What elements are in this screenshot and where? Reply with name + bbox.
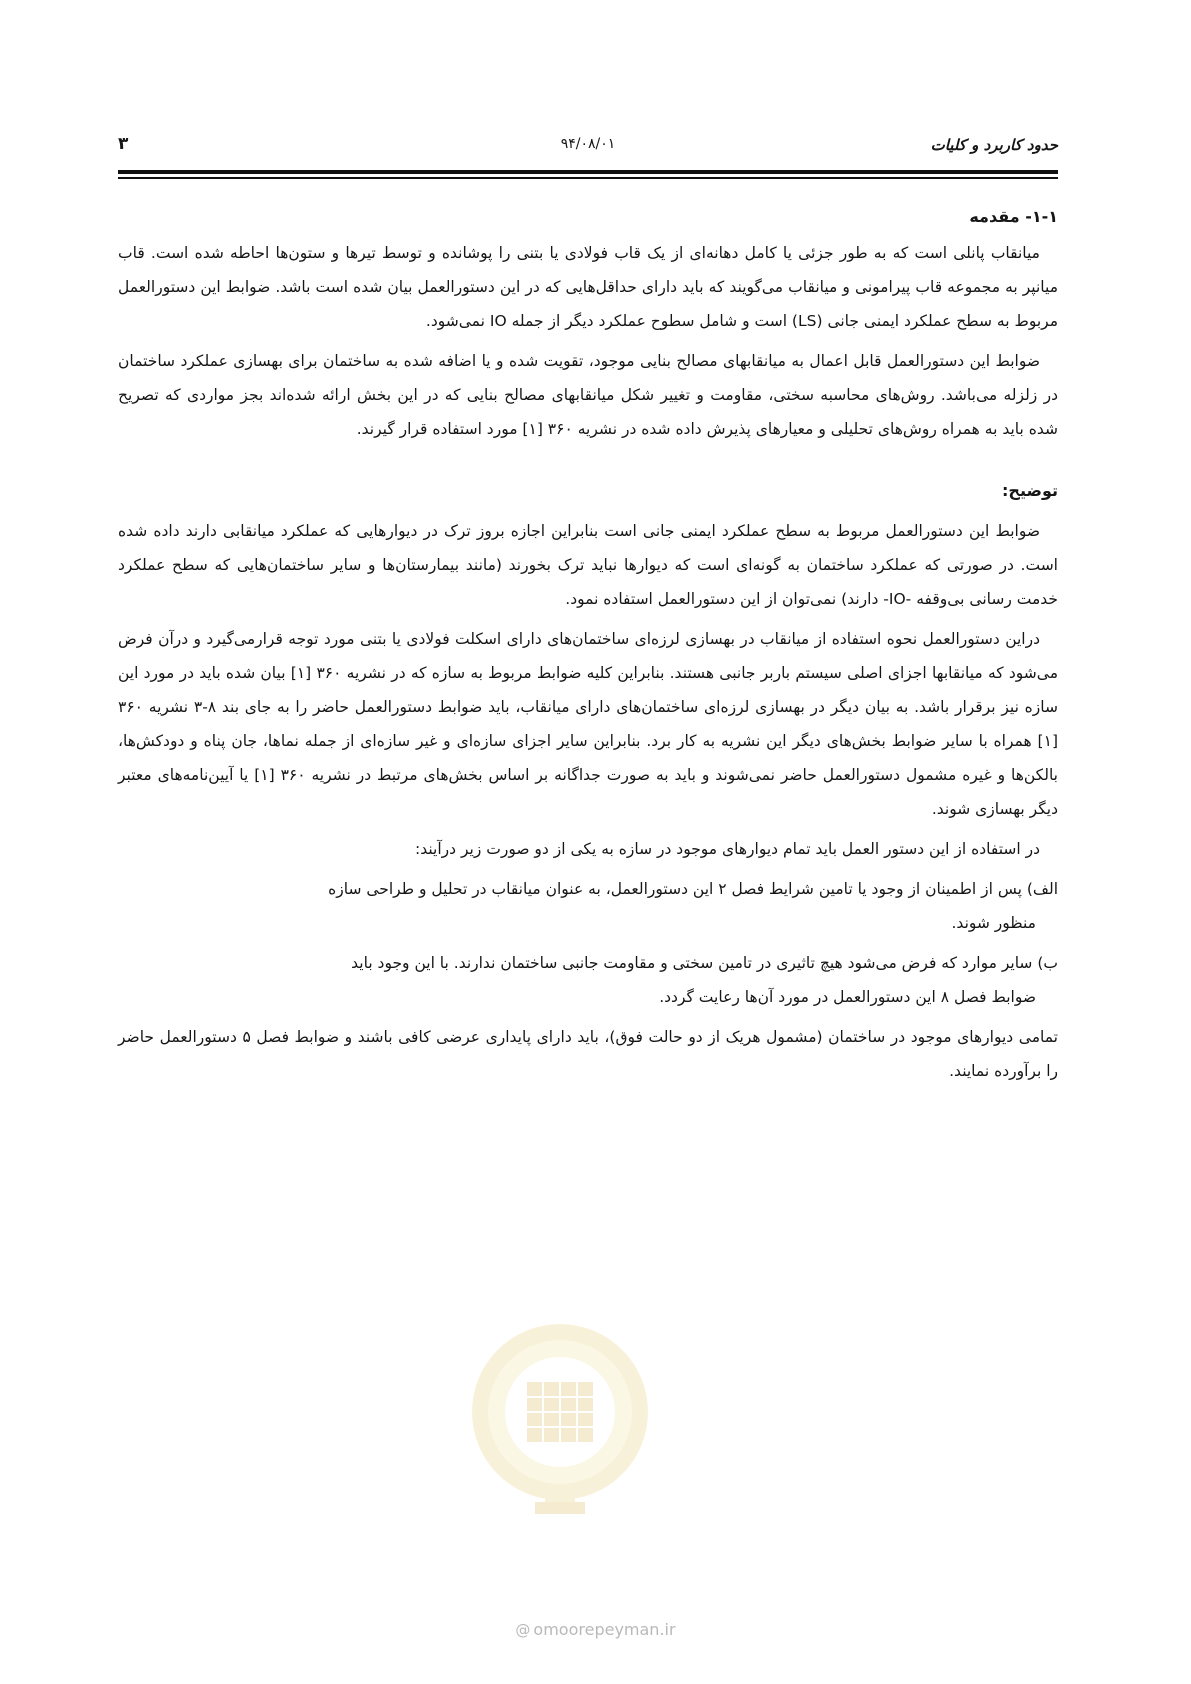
header-title: حدود کاربرد و کلیات: [930, 136, 1058, 154]
note-closing: تمامی دیوارهای موجود در ساختمان (مشمول هریک از دو حالت فوق)، باید دارای پایداری عرضی کافی باشند و ضوابط فصل ۵ دستورالعمل حاضر را برآورده نمایند.: [118, 1028, 1058, 1080]
list-item-continuation: منظور شوند.: [951, 914, 1036, 932]
intro-paragraph-1: میانقاب پانلی است که به طور جزئی یا کامل دهانه‌ای از یک قاب فولادی یا بتنی را پوشانده و توسط تیرها و ستون‌ها احاطه شده است. قاب میانپر به مجموعه قاب پیرامونی و میانقاب می‌گویند که باید دارای حداقل‌هایی که در این دستورالعمل بیان شده است باشد. ضوابط این دستورالعمل مربوط به سطح عملکرد ایمنی جانی (LS) است و شامل سطوح عملکرد دیگر از جمله IO نمی‌شود.: [118, 244, 1058, 330]
note-intro: در استفاده از این دستور العمل باید تمام دیوارهای موجود در سازه به یکی از دو صورت زیر درآیند:: [415, 840, 1040, 858]
page-header: [118, 132, 1058, 166]
section-heading: ۱-۱- مقدمه: [969, 207, 1058, 226]
list-item: [118, 946, 1058, 1014]
header-rule-thick: [118, 170, 1058, 174]
watermark-seal-icon: [465, 1312, 655, 1562]
intro-paragraph-2: ضوابط این دستورالعمل قابل اعمال به میانقابهای مصالح بنایی موجود، تقویت شده و یا اضافه شده به ساختمان برای بهسازی عملکرد ساختمان در زلزله می‌باشد. روش‌های محاسبه سختی، مقاومت و تغییر شکل میانقابهای مصالح بنایی که در این بخش ارائه شده‌اند بجز مواردی که تصریح شده باید به همراه روش‌های تحلیلی و معیارهای پذیرش داده شده در نشریه ۳۶۰ [۱] مورد استفاده قرار گیرند.: [118, 352, 1058, 438]
watermark-site-text: omoorepeyman.ir: [533, 1620, 676, 1639]
note-paragraph-1: ضوابط این دستورالعمل مربوط به سطح عملکرد ایمنی جانی است بنابراین اجازه بروز ترک در دیوارهایی که عملکرد میانقابی دارند داده شده است. در صورتی که عملکرد ساختمان به گونه‌ای است که دیوارها نباید ترک بخورند (مانند بیمارستان‌ها و سایر ساختمان‌هایی که سطح عملکرد خدمت رسانی بی‌وقفه -IO- دارند) نمی‌توان از این دستورالعمل استفاده نمود.: [118, 522, 1058, 608]
page-body: [118, 190, 1058, 1088]
list-item: [118, 872, 1058, 940]
list-item-line: الف) پس از اطمینان از وجود یا تامین شرایط فصل ۲ این دستورالعمل، به عنوان میانقاب در تحلیل و طراحی سازه: [328, 880, 1058, 898]
header-rule-thin: [118, 177, 1058, 179]
list-item-continuation: ضوابط فصل ۸ این دستورالعمل در مورد آن‌ها رعایت گردد.: [659, 988, 1036, 1006]
page-number: ۳: [118, 134, 129, 154]
watermark-at: @: [515, 1621, 531, 1639]
note-heading: توضیح:: [1002, 481, 1058, 500]
header-date: ۹۴/۰۸/۰۱: [560, 136, 616, 152]
note-paragraph-2: دراین دستورالعمل نحوه استفاده از میانقاب در بهسازی لرزه‌ای ساختمان‌های دارای اسکلت فولادی یا بتنی مورد توجه قرارمی‌گیرد و درآن فرض می‌شود که میانقابها اجزای اصلی سیستم باربر جانبی هستند. بنابراین کلیه ضوابط مربوط به سازه که در نشریه ۳۶۰ [۱] بیان شده باید در مورد این سازه نیز برقرار باشد. به بیان دیگر در بهسازی لرزه‌ای ساختمان‌های دارای میانقاب، باید ضوابط دستورالعمل حاضر را به جای بند ۸-۳ نشریه ۳۶۰ [۱] همراه با سایر ضوابط بخش‌های دیگر این نشریه به کار برد. بنابراین سایر اجزای سازه‌ای و غیر سازه‌ای از جمله نماها، جان پناه و دودکش‌ها، بالکن‌ها و غیره مشمول دستورالعمل حاضر نمی‌شوند و باید به صورت جداگانه بر اساس بخش‌های مرتبط در نشریه ۳۶۰ [۱] یا آیین‌نامه‌های معتبر دیگر بهسازی شوند.: [118, 630, 1059, 818]
watermark-site: [0, 1620, 1191, 1639]
list-item-line: ب) سایر موارد که فرض می‌شود هیچ تاثیری در تامین سختی و مقاومت جانبی ساختمان ندارند. با این وجود باید: [351, 954, 1058, 972]
